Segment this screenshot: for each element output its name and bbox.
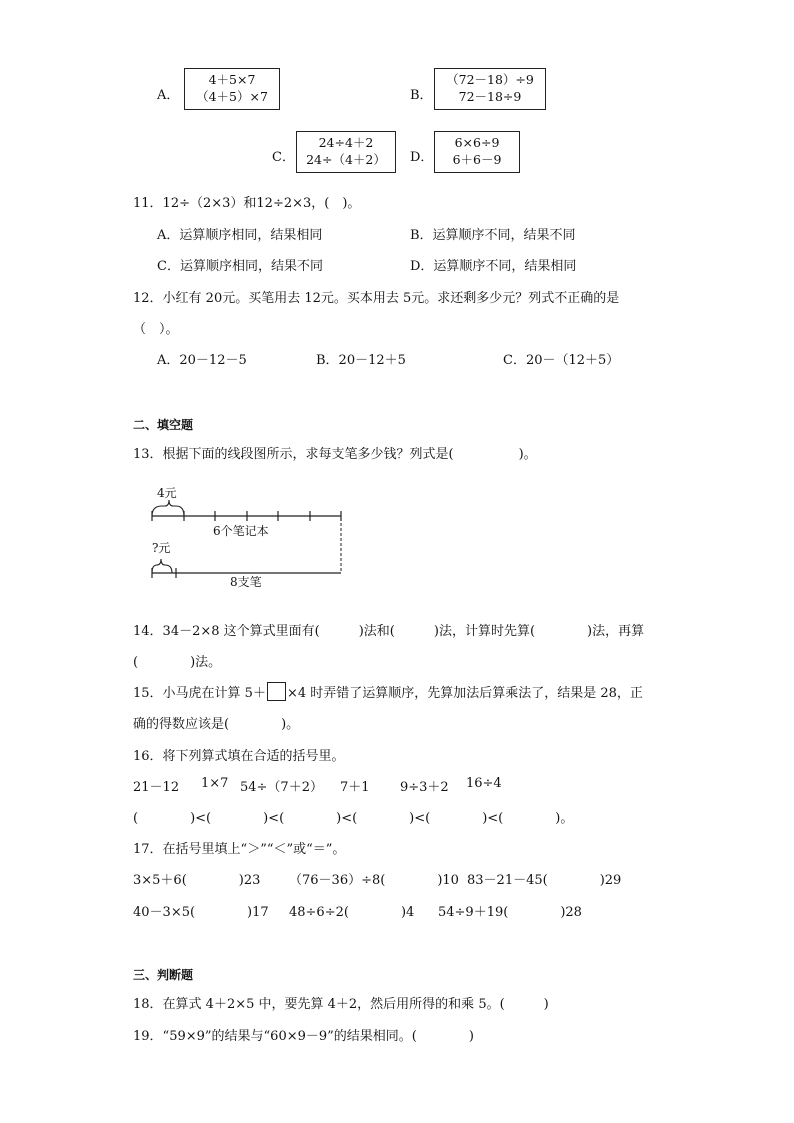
top-brace xyxy=(152,500,184,516)
section-3-title: 三、判断题 xyxy=(133,968,194,982)
option-c-label: C． xyxy=(272,150,295,165)
q16-expr-1: 21－12 xyxy=(133,780,180,795)
q16-expr-5: 9÷3＋2 xyxy=(400,780,449,795)
q17-item-2: （76－36）÷8( )10 xyxy=(289,873,459,888)
q11-option-d[interactable]: D．运算顺序不同，结果相同 xyxy=(410,259,577,274)
option-a-expr-2: （4＋5）×7 xyxy=(196,89,268,104)
option-d-expr-1: 6×6÷9 xyxy=(454,135,500,150)
q14-line2: ( )法。 xyxy=(133,655,222,670)
q15-line2: 确的得数应该是( )。 xyxy=(133,717,300,732)
bottom-brace-label: ?元 xyxy=(152,541,171,555)
q17-stem: 17．在括号里填上“＞”“＜”或“＝”。 xyxy=(133,842,346,857)
q17-item-3: 83－21－45( )29 xyxy=(467,873,622,888)
q12-stem-line1: 12．小红有 20元。买笔用去 12元。买本用去 5元。求还剩多少元？列式不正确的是 xyxy=(133,291,620,306)
q17-item-6: 54÷9＋19( )28 xyxy=(438,905,582,920)
q15-line1 xyxy=(133,682,643,701)
q13-stem: 13．根据下面的线段图所示，求每支笔多少钱？列式是( )。 xyxy=(133,447,537,462)
q16-expr-2: 1×7 xyxy=(201,776,229,791)
option-b-label: B． xyxy=(410,88,433,103)
option-a-label: A． xyxy=(157,88,180,103)
bottom-segment-label: 8支笔 xyxy=(230,575,262,589)
top-brace-label: 4元 xyxy=(157,486,177,500)
option-c-expr-2: 24÷（4＋2） xyxy=(306,152,386,167)
q16-expr-3: 54÷（7＋2） xyxy=(240,780,323,795)
q19: 19．“59×9”的结果与“60×9－9”的结果相同。( ) xyxy=(133,1029,474,1044)
q12-option-c[interactable]: C．20－（12＋5） xyxy=(503,353,620,368)
q11-option-a[interactable]: A．运算顺序相同，结果相同 xyxy=(157,228,323,243)
q16-stem: 16．将下列算式填在合适的括号里。 xyxy=(133,749,345,764)
q18: 18．在算式 4＋2×5 中，要先算 4＋2，然后用所得的和乘 5。( ) xyxy=(133,997,549,1012)
section-2-title: 二、填空题 xyxy=(133,418,194,432)
line-segment-diagram xyxy=(140,478,360,590)
option-c-expr-1: 24÷4＋2 xyxy=(318,135,374,150)
q16-expr-4: 7＋1 xyxy=(340,780,370,795)
option-c-box[interactable] xyxy=(296,131,396,173)
answer-square[interactable] xyxy=(267,682,286,701)
option-b-expr-2: 72－18÷9 xyxy=(458,89,522,104)
q14-line1: 14．34－2×8 这个算式里面有( )法和( )法，计算时先算( )法，再算 xyxy=(133,624,645,639)
q12-stem-line2: （ ）。 xyxy=(133,322,179,337)
option-d-expr-2: 6＋6－9 xyxy=(452,152,502,167)
option-d-box[interactable] xyxy=(434,131,520,173)
option-a-expr-1: 4＋5×7 xyxy=(208,72,256,87)
bottom-brace xyxy=(152,559,172,573)
option-d-label: D． xyxy=(410,150,434,165)
q16-expr-6: 16÷4 xyxy=(466,776,502,791)
q17-item-1: 3×5＋6( )23 xyxy=(133,873,261,888)
q11-stem: 11．12÷（2×3）和12÷2×3，( )。 xyxy=(133,196,361,211)
option-b-expr-1: （72－18）÷9 xyxy=(446,72,534,87)
q11-option-b[interactable]: B．运算顺序不同，结果不同 xyxy=(410,228,576,243)
q17-item-4: 40－3×5( )17 xyxy=(133,905,269,920)
top-segment-label: 6个笔记本 xyxy=(213,524,269,538)
q15-line1-end: ×4 时弄错了运算顺序，先算加法后算乘法了，结果是 28，正 xyxy=(286,686,643,701)
option-a-box[interactable] xyxy=(184,68,280,110)
option-b-box[interactable] xyxy=(434,68,546,110)
q17-item-5: 48÷6÷2( )4 xyxy=(289,905,415,920)
q12-option-a[interactable]: A．20－12－5 xyxy=(157,353,247,368)
q16-blanks: ( )<( )<( )<( )<( )<( )。 xyxy=(133,811,574,826)
q12-option-b[interactable]: B．20－12＋5 xyxy=(316,353,406,368)
q11-option-c[interactable]: C．运算顺序相同，结果不同 xyxy=(157,259,323,274)
q15-line1-start: 15．小马虎在计算 5＋ xyxy=(133,686,266,701)
